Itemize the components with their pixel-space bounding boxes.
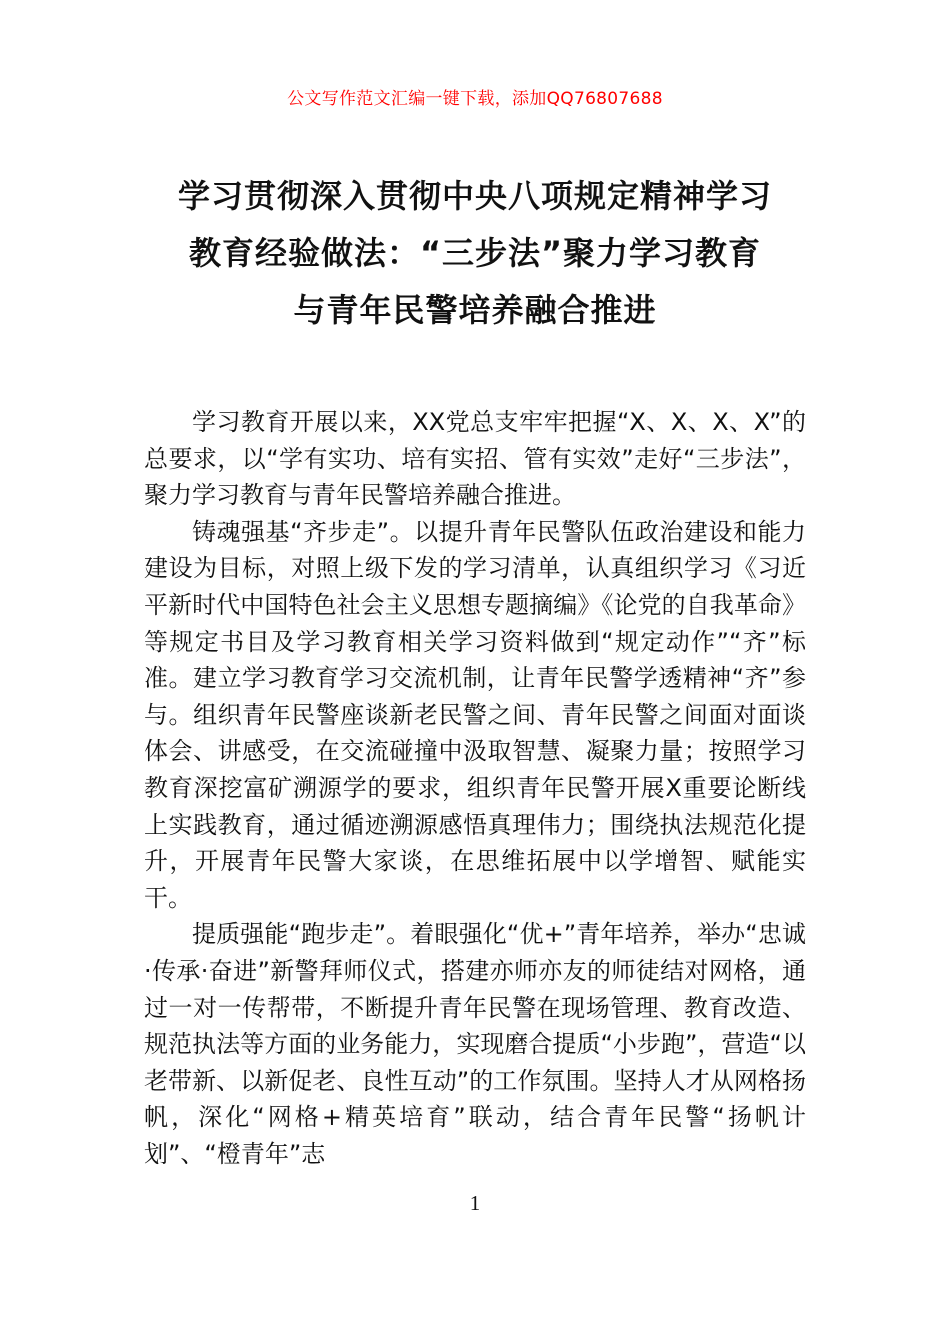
body-paragraph-step-two: 提质强能“跑步走”。着眼强化“优+”青年培养，举办“忠诚·传承·奋进”新警拜师仪式，搭建亦师亦友的师徒结对网格，通过一对一传帮带，不断提升青年民警在现场管理、教育改造、规范执法等方面的业务能力，实现磨合提质“小步跑”，营造“以老带新、以新促老、良性互动”的工作氛围。坚持人才从网格扬帆，深化“网格+精英培育”联动，结合青年民警“扬帆计划”、“橙青年”志 (144, 920, 806, 1168)
body-paragraph-step-one: 铸魂强基“齐步走”。以提升青年民警队伍政治建设和能力建设为目标，对照上级下发的学习清单，认真组织学习《习近平新时代中国特色社会主义思想专题摘编》《论党的自我革命》等规定书目及学习教育相关学习资料做到“规定动作”“齐”标准。建立学习教育学习交流机制，让青年民警学透精神“齐”参与。组织青年民警座谈新老民警之间、青年民警之间面对面谈体会、讲感受，在交流碰撞中汲取智慧、凝聚力量；按照学习教育深挖富矿溯源学的要求，组织青年民警开展X重要论断线上实践教育，通过循迹溯源感悟真理伟力；围绕执法规范化提升，开展青年民警大家谈，在思维拓展中以学增智、赋能实干。 (144, 517, 806, 912)
title-line: 与青年民警培养融合推进 (293, 291, 657, 329)
document-body (144, 404, 806, 1172)
title-line: 学习贯彻深入贯彻中央八项规定精神学习 (177, 177, 772, 215)
body-paragraph-intro: 学习教育开展以来，XX党总支牢牢把握“X、X、X、X”的总要求，以“学有实功、培有实招、管有实效”走好“三步法”，聚力学习教育与青年民警培养融合推进。 (144, 408, 806, 510)
header-watermark-link[interactable]: 公文写作范文汇编一键下载，添加QQ76807688 (287, 89, 663, 109)
document-title (140, 168, 810, 339)
page-number: 1 (469, 1191, 481, 1215)
title-line: 教育经验做法：“三步法”聚力学习教育 (188, 234, 762, 272)
